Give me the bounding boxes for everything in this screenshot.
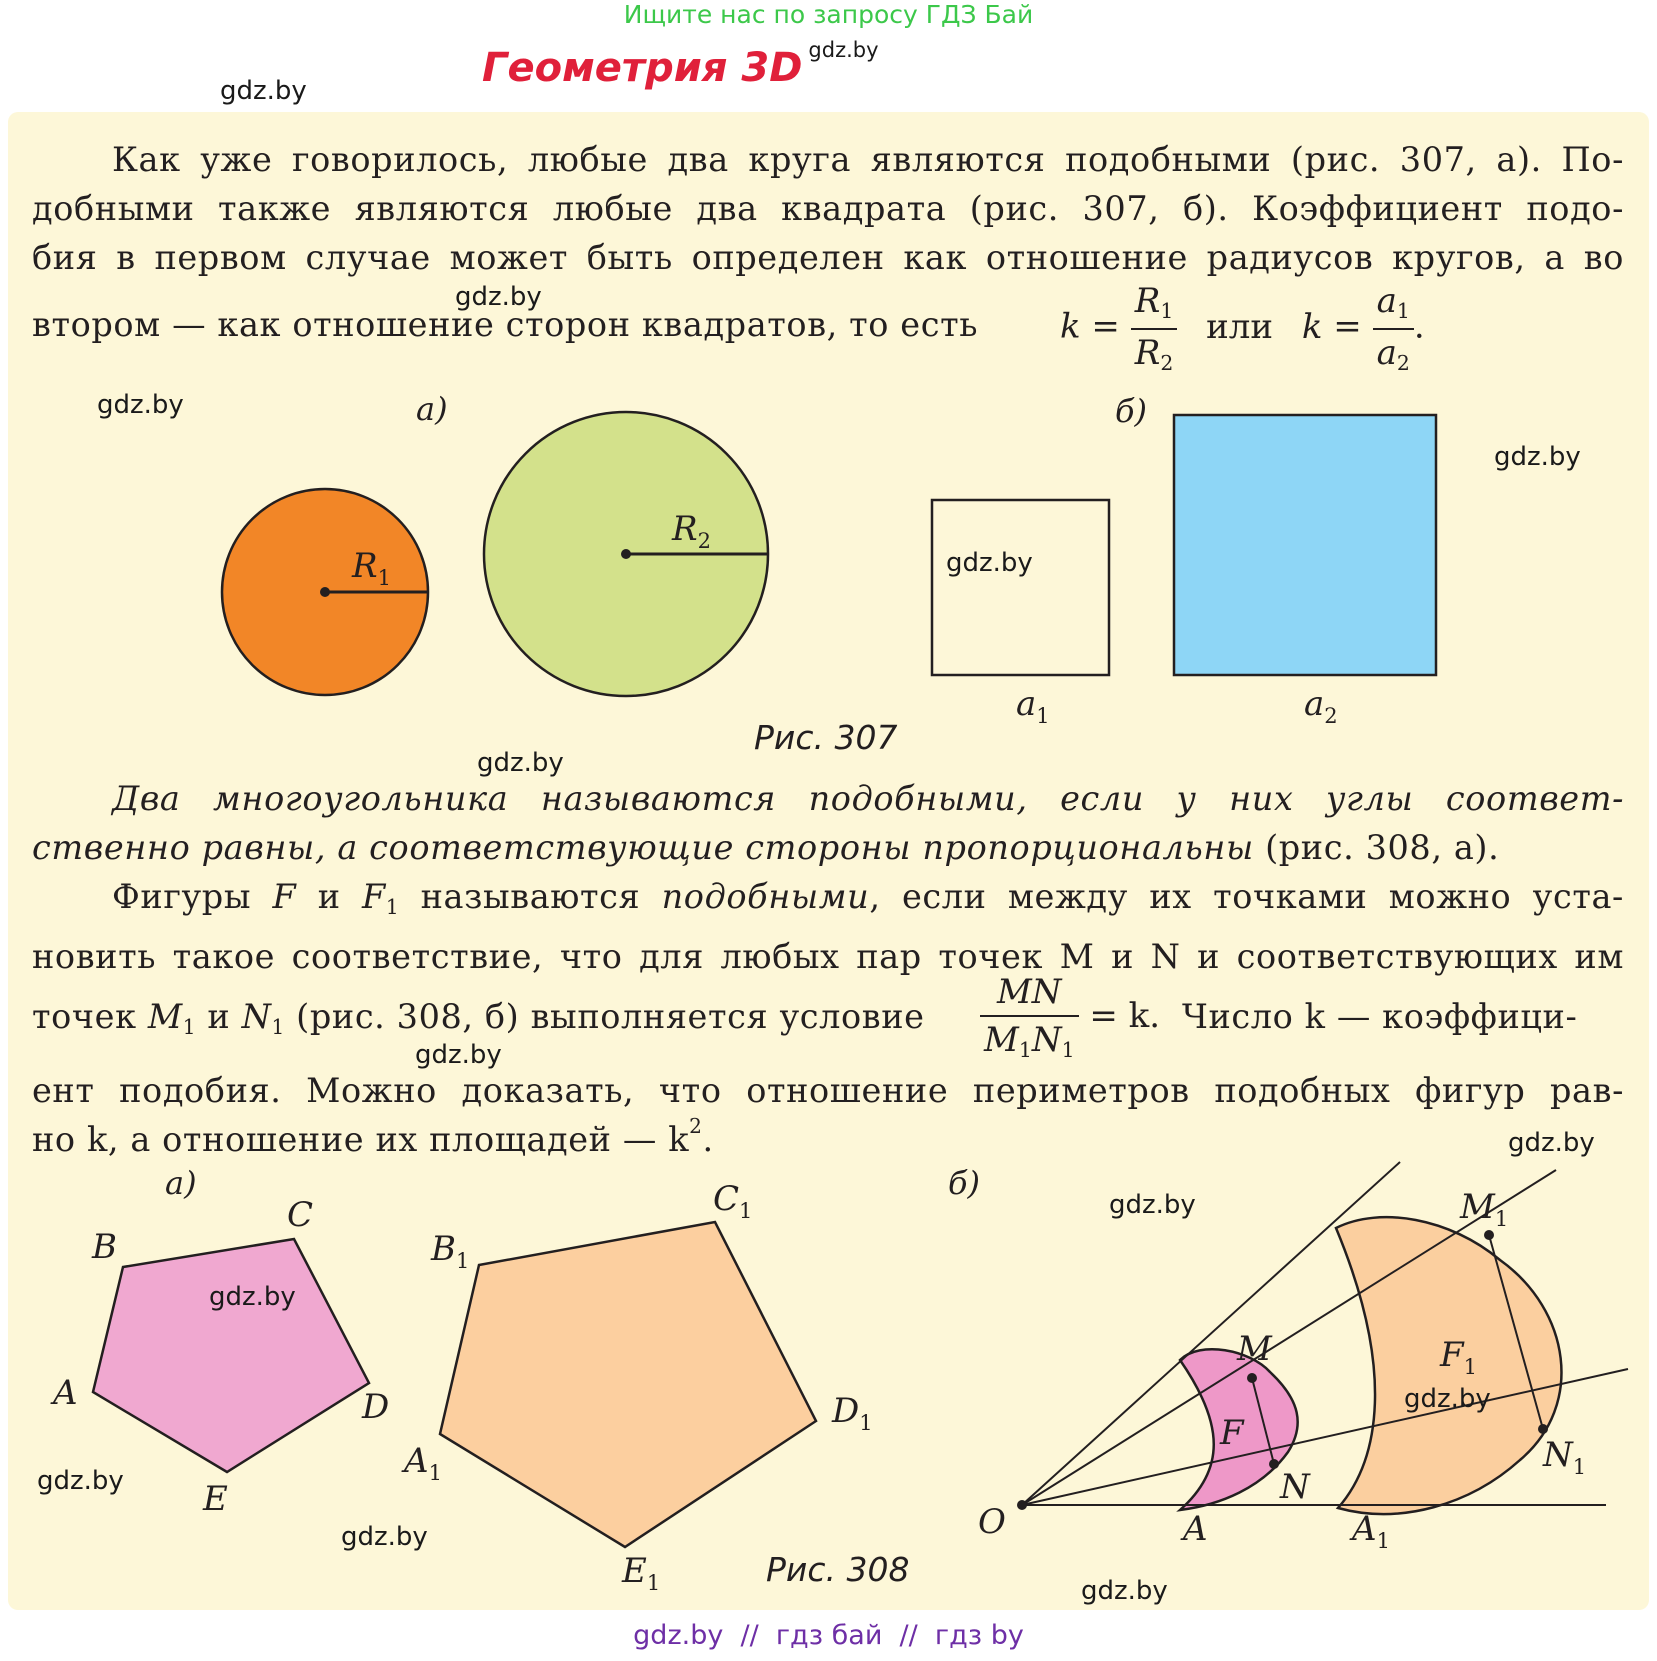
label-a2: $a_2$ <box>1304 684 1338 728</box>
p3-line-1: Фигуры F и $F_1$ называются подобными, если между их точками можно уста- <box>112 877 1624 920</box>
pentagon-large <box>440 1222 816 1547</box>
paragraph-1 <box>32 135 1624 282</box>
watermark: gdz.by <box>341 1522 428 1552</box>
watermark: gdz.by <box>37 1466 124 1496</box>
watermark: gdz.by <box>1508 1128 1595 1158</box>
label-M: M <box>1237 1329 1272 1369</box>
figure-308 <box>0 1160 1657 1600</box>
formula-eq1: = <box>1091 306 1120 347</box>
paragraph-3-end <box>32 1066 1624 1164</box>
p2-line-2: ственно равны, а соответствующие стороны пропорциональны (рис. 308, а). <box>32 828 1500 867</box>
fig307-label-b: б) <box>1115 392 1148 430</box>
fraction-a1-a2: $\frac{a_1}{a_2}$ <box>1373 284 1414 373</box>
label-A-ray: A <box>1183 1509 1208 1549</box>
p1-line-3: бия в первом случае может быть определен как отношение радиусов кругов, а во <box>32 238 1624 277</box>
formula-or: или <box>1206 306 1274 347</box>
fig307-label-a: а) <box>416 390 448 428</box>
watermark: gdz.by <box>209 1282 296 1312</box>
watermark: gdz.by <box>97 390 184 420</box>
p1-line-2: добными также являются любые два квадрата (рис. 307, б). Коэффициент подо- <box>32 189 1624 228</box>
square-large <box>1174 415 1436 675</box>
formula-k2: k <box>1301 306 1323 347</box>
brand-text: Геометрия 3D <box>482 45 803 91</box>
label-R1: $R_1$ <box>352 546 391 590</box>
ray-upper <box>1022 1162 1400 1505</box>
point-N <box>1269 1459 1279 1469</box>
label-O: O <box>978 1502 1006 1542</box>
watermark: gdz.by <box>1494 442 1581 472</box>
label-A1-ray: $A_1$ <box>1352 1509 1390 1553</box>
paragraph-2 <box>32 774 1624 872</box>
p3-line-4: ент подобия. Можно доказать, что отношение периметров подобных фигур рав- <box>32 1071 1624 1110</box>
center-dot-small <box>320 587 330 597</box>
label-C: C <box>287 1195 314 1235</box>
fraction-eq-k: = k. <box>1089 995 1161 1036</box>
search-hint: Ищите нас по запросу ГДЗ Бай <box>623 0 1034 29</box>
formula-k1: k <box>1060 306 1081 347</box>
brand-sup: gdz.by <box>808 38 879 62</box>
fig308-label-b: б) <box>948 1164 981 1202</box>
label-R2: $R_2$ <box>672 509 711 553</box>
label-N1: $N_1$ <box>1543 1435 1587 1479</box>
p3-line-5: но k, а отношение их площадей — $k^2$. <box>32 1113 714 1159</box>
p3-line-2: новить такое соответствие, что для любых пар точек M и N и соответствующих им <box>32 937 1624 977</box>
watermark: gdz.by <box>946 548 1033 578</box>
label-A1: $A_1$ <box>404 1441 442 1485</box>
label-A: A <box>53 1373 78 1413</box>
p3-fraction <box>980 972 1161 1063</box>
watermark: gdz.by <box>1404 1384 1491 1414</box>
label-a1: $a_1$ <box>1016 684 1050 728</box>
label-F: F <box>1220 1413 1244 1453</box>
brand-title <box>482 38 879 91</box>
center-dot-large <box>621 549 631 559</box>
label-F1: $F_1$ <box>1440 1335 1477 1379</box>
figure-307 <box>0 380 1657 740</box>
square-small <box>932 500 1109 675</box>
p2-line-1: Два многоугольника называются подобными, если у них углы соответ- <box>112 779 1624 818</box>
label-M1: $M_1$ <box>1460 1187 1509 1231</box>
p3-line-3-left: точек $M_1$ и $N_1$ (рис. 308, б) выполняется условие <box>32 997 925 1040</box>
watermark: gdz.by <box>477 748 564 778</box>
watermark: gdz.by <box>220 76 307 106</box>
watermark: gdz.by <box>415 1040 502 1070</box>
point-O <box>1017 1500 1027 1510</box>
p1-formula: k = $\frac{R_1}{R_2}$ или k = $\frac{a_1}{a_2}$ . <box>1060 281 1425 375</box>
fraction-R1-R2: $\frac{R_1}{R_2}$ <box>1131 284 1178 373</box>
label-D: D <box>362 1387 390 1427</box>
label-C1: $C_1$ <box>713 1179 753 1223</box>
label-D1: $D_1$ <box>832 1391 873 1435</box>
label-B: B <box>92 1227 117 1267</box>
watermark: gdz.by <box>1109 1190 1196 1220</box>
point-M1 <box>1484 1230 1494 1240</box>
fig308-label-a: а) <box>165 1164 197 1202</box>
label-E: E <box>203 1479 228 1519</box>
label-N: N <box>1280 1467 1310 1507</box>
formula-eq2: = <box>1333 306 1362 347</box>
p3-line-3-right: Число k — коэффици- <box>1182 997 1578 1036</box>
paragraph-3 <box>32 872 1624 981</box>
label-E1: $E_1$ <box>622 1551 661 1595</box>
watermark: gdz.by <box>1081 1576 1168 1606</box>
fraction-MN: $\frac{MN}{M_1N_1}$ <box>980 975 1079 1061</box>
point-M <box>1247 1373 1257 1383</box>
p1-line-4-text: втором — как отношение сторон квадратов, то есть <box>32 305 979 344</box>
footer-links[interactable]: gdz.by // гдз бай // гдз by <box>633 1620 1024 1651</box>
caption-308: Рис. 308 <box>766 1550 910 1589</box>
watermark: gdz.by <box>455 282 542 312</box>
p1-line-1: Как уже говорилось, любые два круга являются подобными (рис. 307, а). По- <box>112 140 1624 179</box>
point-N1 <box>1538 1424 1548 1434</box>
label-B1: $B_1$ <box>431 1229 470 1273</box>
pentagon-small <box>93 1239 369 1472</box>
caption-307: Рис. 307 <box>754 718 898 757</box>
